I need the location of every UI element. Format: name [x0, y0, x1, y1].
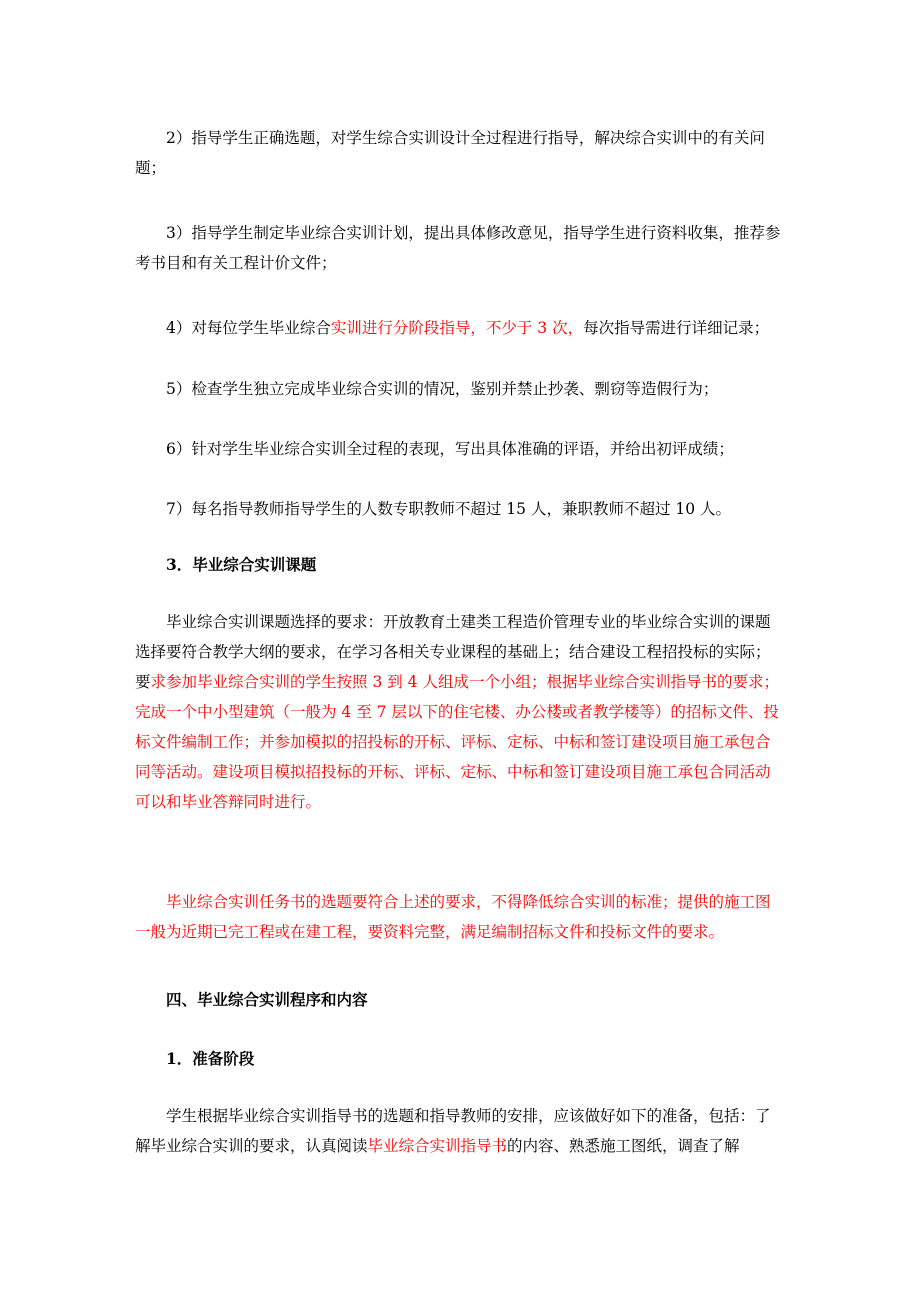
section-4-subheading-1: 1．准备阶段: [166, 1049, 255, 1068]
section-3-paragraph-1-highlight: 求参加毕业综合实训的学生按照 3 到 4 人组成一个小组；根据毕业综合实训指导书的要求；完成一个中小型建筑（一般为 4 至 7 层以下的住宅楼、办公楼或者教学楼等）的招标文件、投标文件编制工作；并参加模拟的招投标的开标、评标、定标、中标和签订建设项目施工承包合同等活动。建设项目模拟招投标的开标、评标、定标、中标和签订建设项目施工承包合同活动可以和毕业答辩同时进行。: [135, 673, 779, 811]
list-item-4-text-a: 4）对每位学生毕业综合: [166, 319, 331, 337]
list-item-6: 6）针对学生毕业综合实训全过程的表现，写出具体准确的评语，并给出初评成绩；: [166, 440, 734, 458]
section-4-paragraph-1: [135, 1101, 785, 1161]
list-item-4: [135, 313, 785, 343]
list-item-3: 3）指导学生制定毕业综合实训计划，提出具体修改意见，指导学生进行资料收集，推荐参考书目和有关工程计价文件；: [135, 224, 781, 272]
list-item-4-text-c: 每次指导需进行详细记录；: [583, 319, 770, 337]
section-3-heading: 3．毕业综合实训课题: [166, 555, 317, 574]
section-4-paragraph-1-text-a: 学生根据毕业综合实训指导书的选题和指导教师的安排，应该做好如下的准备，包括：了解毕业综合实训的要求，认真阅读: [135, 1107, 771, 1155]
list-item-7: 7）每名指导教师指导学生的人数专职教师不超过 15 人，兼职教师不超过 10 人。: [166, 500, 732, 518]
section-4-paragraph-1-text-b: 的内容、熟悉施工图纸，调查了解: [507, 1137, 740, 1155]
list-item-4-highlight: 实训进行分阶段指导，不少于 3 次，: [330, 319, 584, 337]
section-3-paragraph-1: [135, 607, 785, 817]
list-item-2: 2）指导学生正确选题，对学生综合实训设计全过程进行指导，解决综合实训中的有关问题；: [135, 129, 765, 177]
section-3-paragraph-2: 毕业综合实训任务书的选题要符合上述的要求，不得降低综合实训的标准；提供的施工图一般为近期已完工程或在建工程，要资料完整，满足编制招标文件和投标文件的要求。: [135, 893, 771, 941]
section-4-heading: 四、毕业综合实训程序和内容: [166, 990, 368, 1009]
section-4-paragraph-1-highlight: 毕业综合实训指导书: [367, 1137, 508, 1155]
list-item-5: 5）检查学生独立完成毕业综合实训的情况，鉴别并禁止抄袭、剽窃等造假行为；: [166, 380, 719, 398]
section-3-paragraph-1-text: 毕业综合实训课题选择的要求：开放教育土建类工程造价管理专业的毕业综合实训的课题选择要符合教学大纲的要求，在学习各相关专业课程的基础上；结合建设工程招投标的实际；要: [135, 613, 771, 691]
